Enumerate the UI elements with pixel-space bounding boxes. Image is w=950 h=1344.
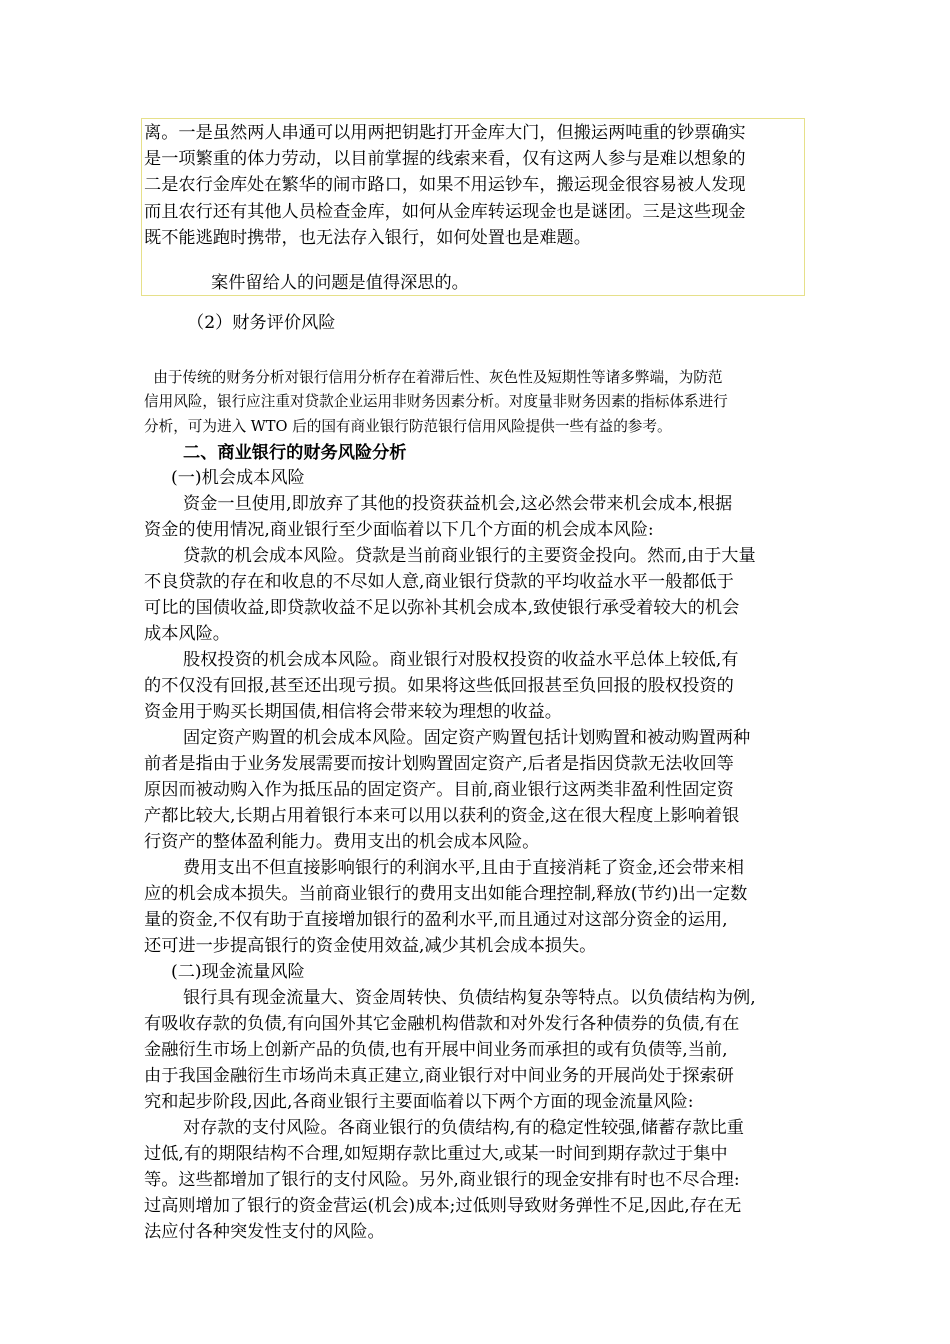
sub-heading: （2）财务评价风险 [187,313,336,333]
text-line: 而且农行还有其他人员检查金库，如何从金库转运现金也是谜团。三是这些现金 [144,201,746,222]
body-line: 可比的国债收益,即贷款收益不足以弥补其机会成本,致使银行承受着较大的机会 [144,598,740,618]
body-line: 过高则增加了银行的资金营运(机会)成本;过低则导致财务弹性不足,因此,存在无 [144,1196,742,1216]
text-line: 二是农行金库处在繁华的闹市路口，如果不用运钞车，搬运现金很容易被人发现 [144,175,746,196]
body-line: 过低,有的期限结构不合理,如短期存款比重过大,或某一时间到期存款过于集中 [144,1144,728,1164]
body-line: 有吸收存款的负债,有向国外其它金融机构借款和对外发行各种债券的负债,有在 [144,1014,740,1034]
body-line: 资金一旦使用,即放弃了其他的投资获益机会,这必然会带来机会成本,根据 [183,494,733,514]
body-line: 法应付各种突发性支付的风险。 [144,1222,385,1242]
body-line: 原因而被动购入作为抵压品的固定资产。目前,商业银行这两类非盈利性固定资 [144,780,734,800]
body-line: 资金用于购买长期国债,相信将会带来较为理想的收益。 [144,702,562,722]
section-title: 二、商业银行的财务风险分析 [183,443,407,463]
body-text [144,465,810,1245]
body-line: 应的机会成本损失。当前商业银行的费用支出如能合理控制,释放(节约)出一定数 [144,884,748,904]
text-line: 既不能逃跑时携带，也无法存入银行，如何处置也是难题。 [144,227,591,248]
case-conclusion: 案件留给人的问题是值得深思的。 [211,273,469,293]
body-line: 银行具有现金流量大、资金周转快、负债结构复杂等特点。以负债结构为例, [183,988,756,1008]
body-line: (一)机会成本风险 [171,468,305,488]
body-line: 成本风险。 [144,624,230,644]
text-line: 分析，可为进入 WTO 后的国有商业银行防范银行信用风险提供一些有益的参考。 [144,417,672,435]
body-line: 金融衍生市场上创新产品的负债,也有开展中间业务而承担的或有负债等,当前, [144,1040,728,1060]
body-line: 行资产的整体盈利能力。费用支出的机会成本风险。 [144,832,540,852]
intro-paragraph [144,366,810,439]
body-line: 由于我国金融衍生市场尚未真正建立,商业银行对中间业务的开展尚处于探索研 [144,1066,734,1086]
body-line: 固定资产购置的机会成本风险。固定资产购置包括计划购置和被动购置两种 [183,728,751,748]
text-line: 由于传统的财务分析对银行信用分析存在着滞后性、灰色性及短期性等诸多弊端，为防范 [144,369,723,386]
body-line: 不良贷款的存在和收息的不尽如人意,商业银行贷款的平均收益水平一般都低于 [144,572,734,592]
body-line: 对存款的支付风险。各商业银行的负债结构,有的稳定性较强,储蓄存款比重 [183,1118,744,1138]
text-line: 是一项繁重的体力劳动，以目前掌握的线索来看，仅有这两人参与是难以想象的 [144,149,746,170]
body-line: 还可进一步提高银行的资金使用效益,减少其机会成本损失。 [144,936,597,956]
body-line: 资金的使用情况,商业银行至少面临着以下几个方面的机会成本风险: [144,520,654,540]
body-line: 股权投资的机会成本风险。商业银行对股权投资的收益水平总体上较低,有 [183,650,739,670]
body-line: 费用支出不但直接影响银行的利润水平,且由于直接消耗了资金,还会带来相 [183,858,744,878]
body-line: 究和起步阶段,因此,各商业银行主要面临着以下两个方面的现金流量风险: [144,1092,694,1112]
body-line: 前者是指由于业务发展需要而按计划购置固定资产,后者是指因贷款无法收回等 [144,754,734,774]
body-line: (二)现金流量风险 [171,962,305,982]
body-line: 的不仅没有回报,甚至还出现亏损。如果将这些低回报甚至负回报的股权投资的 [144,676,734,696]
text-line: 信用风险，银行应注重对贷款企业运用非财务因素分析。对度量非财务因素的指标体系进行 [144,393,728,411]
body-line: 产都比较大,长期占用着银行本来可以用以获利的资金,这在很大程度上影响着银 [144,806,740,826]
body-line: 量的资金,不仅有助于直接增加银行的盈利水平,而且通过对这部分资金的运用, [144,910,728,930]
body-line: 等。这些都增加了银行的支付风险。另外,商业银行的现金安排有时也不尽合理: [144,1170,740,1190]
case-summary-paragraph [144,120,812,251]
body-line: 贷款的机会成本风险。贷款是当前商业银行的主要资金投向。然而,由于大量 [183,546,756,566]
text-line: 离。一是虽然两人串通可以用两把钥匙打开金库大门，但搬运两吨重的钞票确实 [144,123,746,143]
